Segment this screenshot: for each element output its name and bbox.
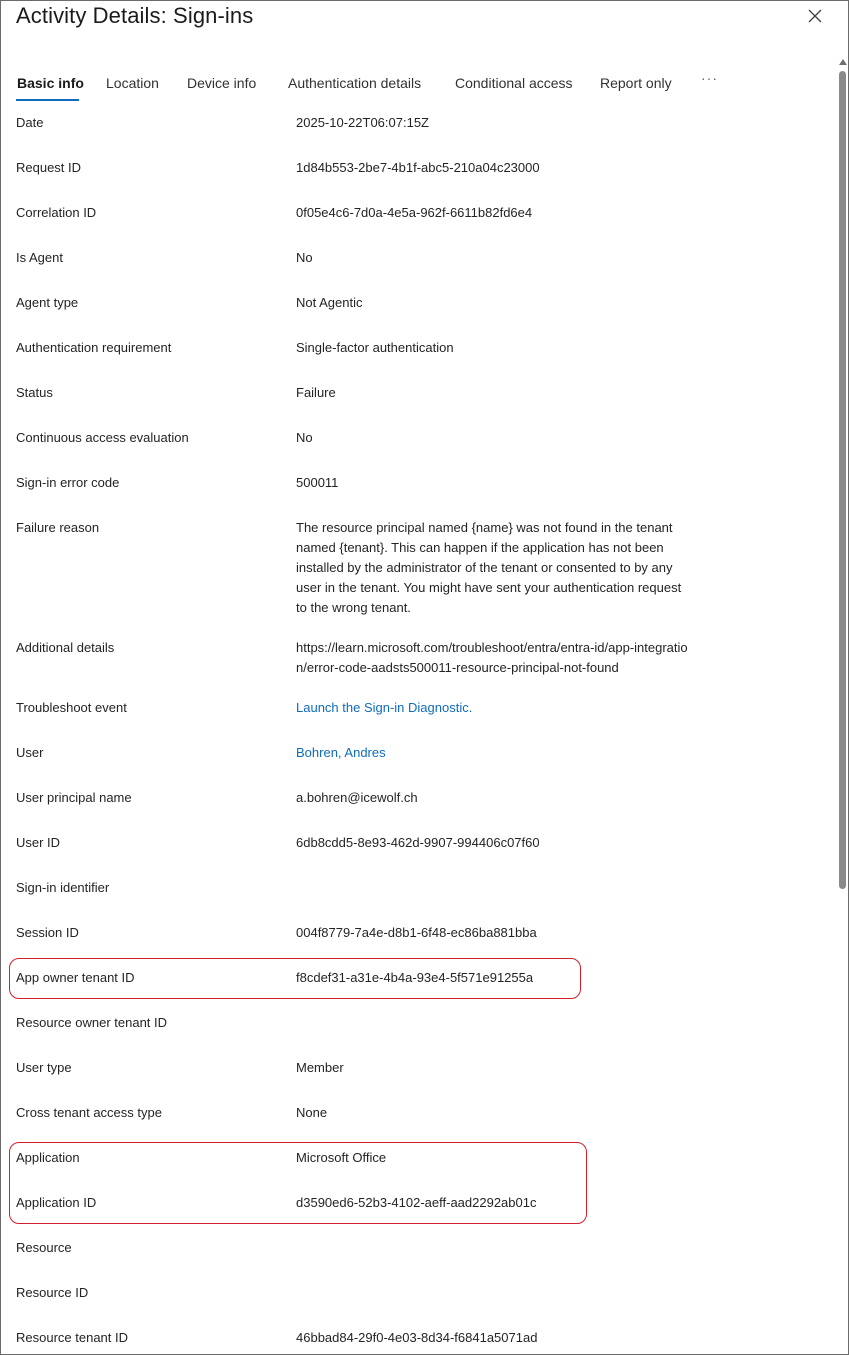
highlight-app-owner-tenant-id — [9, 958, 581, 999]
launch-sign-in-diagnostic-link[interactable]: Launch the Sign-in Diagnostic. — [296, 700, 473, 715]
page-title: Activity Details: Sign-ins — [16, 3, 254, 28]
detail-value: No — [296, 430, 313, 445]
detail-label: User principal name — [16, 790, 132, 805]
detail-label: Resource tenant ID — [16, 1330, 129, 1345]
detail-label: Cross tenant access type — [16, 1105, 162, 1120]
detail-label: Continuous access evaluation — [16, 430, 189, 445]
detail-value: Not Agentic — [296, 295, 363, 310]
detail-value: No — [296, 250, 313, 265]
detail-label: Authentication requirement — [16, 340, 172, 355]
detail-label: Sign-in error code — [16, 475, 120, 490]
highlight-application — [9, 1142, 587, 1224]
tab-device-info[interactable]: Device info — [187, 75, 257, 91]
detail-value: 500011 — [296, 475, 339, 490]
detail-label: Troubleshoot event — [16, 700, 127, 715]
detail-label: Application ID — [16, 1195, 97, 1210]
detail-value: Single-factor authentication — [296, 340, 454, 355]
detail-value: 0f05e4c6-7d0a-4e5a-962f-6611b82fd6e4 — [296, 205, 533, 220]
detail-value: 2025-10-22T06:07:15Z — [296, 115, 429, 130]
detail-label: Resource owner tenant ID — [16, 1015, 168, 1030]
tab-report-only[interactable]: Report only — [600, 75, 672, 91]
detail-value: Failure — [296, 385, 336, 400]
detail-value: 004f8779-7a4e-d8b1-6f48-ec86ba881bba — [296, 925, 537, 940]
detail-label: Additional details — [16, 640, 115, 655]
vertical-scrollbar[interactable] — [837, 59, 847, 1355]
detail-label: App owner tenant ID — [16, 970, 135, 985]
detail-label: Resource — [16, 1240, 72, 1255]
detail-label: User — [16, 745, 44, 760]
detail-label: Request ID — [16, 160, 82, 175]
detail-label: Agent type — [16, 295, 79, 310]
detail-label: Sign-in identifier — [16, 880, 110, 895]
detail-label: Correlation ID — [16, 205, 97, 220]
detail-label: User ID — [16, 835, 61, 850]
detail-value: The resource principal named {name} was not found in the tenant named {tenant}. This can happen if the application has not been installed by the administrator of the tenant or consented to by any user in the tenant. You might have sent your authentication request to the wrong tenant. — [296, 520, 682, 615]
scrollbar-thumb[interactable] — [839, 71, 846, 889]
detail-value: Microsoft Office — [296, 1150, 387, 1165]
detail-value: 46bbad84-29f0-4e03-8d34-f6841a5071ad — [296, 1330, 538, 1345]
tab-authentication-details[interactable]: Authentication details — [288, 75, 422, 91]
detail-value: 6db8cdd5-8e93-462d-9907-994406c07f60 — [296, 835, 540, 850]
detail-value: a.bohren@icewolf.ch — [296, 790, 418, 805]
detail-label: User type — [16, 1060, 72, 1075]
tab-location[interactable]: Location — [106, 75, 159, 91]
detail-label: Date — [16, 115, 44, 130]
detail-label: Application — [16, 1150, 80, 1165]
more-tabs-button[interactable]: ··· — [701, 70, 718, 86]
detail-value: Member — [296, 1060, 344, 1075]
scroll-up-arrow-icon[interactable] — [839, 59, 847, 65]
detail-label: Status — [16, 385, 53, 400]
user-link[interactable]: Bohren, Andres — [296, 745, 386, 760]
detail-value: d3590ed6-52b3-4102-aeff-aad2292ab01c — [296, 1195, 537, 1210]
detail-label: Resource ID — [16, 1285, 89, 1300]
tab-conditional-access[interactable]: Conditional access — [455, 75, 573, 91]
detail-label: Failure reason — [16, 520, 100, 535]
detail-value: https://learn.microsoft.com/troubleshoot/entra/entra-id/app-integration/error-code-aadsts500011-resource-principal-not-found — [296, 640, 688, 675]
tab-basic-info[interactable]: Basic info — [17, 75, 84, 91]
detail-label: Is Agent — [16, 250, 63, 265]
detail-value: f8cdef31-a31e-4b4a-93e4-5f571e91255a — [296, 970, 534, 985]
detail-value: 1d84b553-2be7-4b1f-abc5-210a04c23000 — [296, 160, 540, 175]
detail-value: None — [296, 1105, 328, 1120]
detail-label: Session ID — [16, 925, 79, 940]
